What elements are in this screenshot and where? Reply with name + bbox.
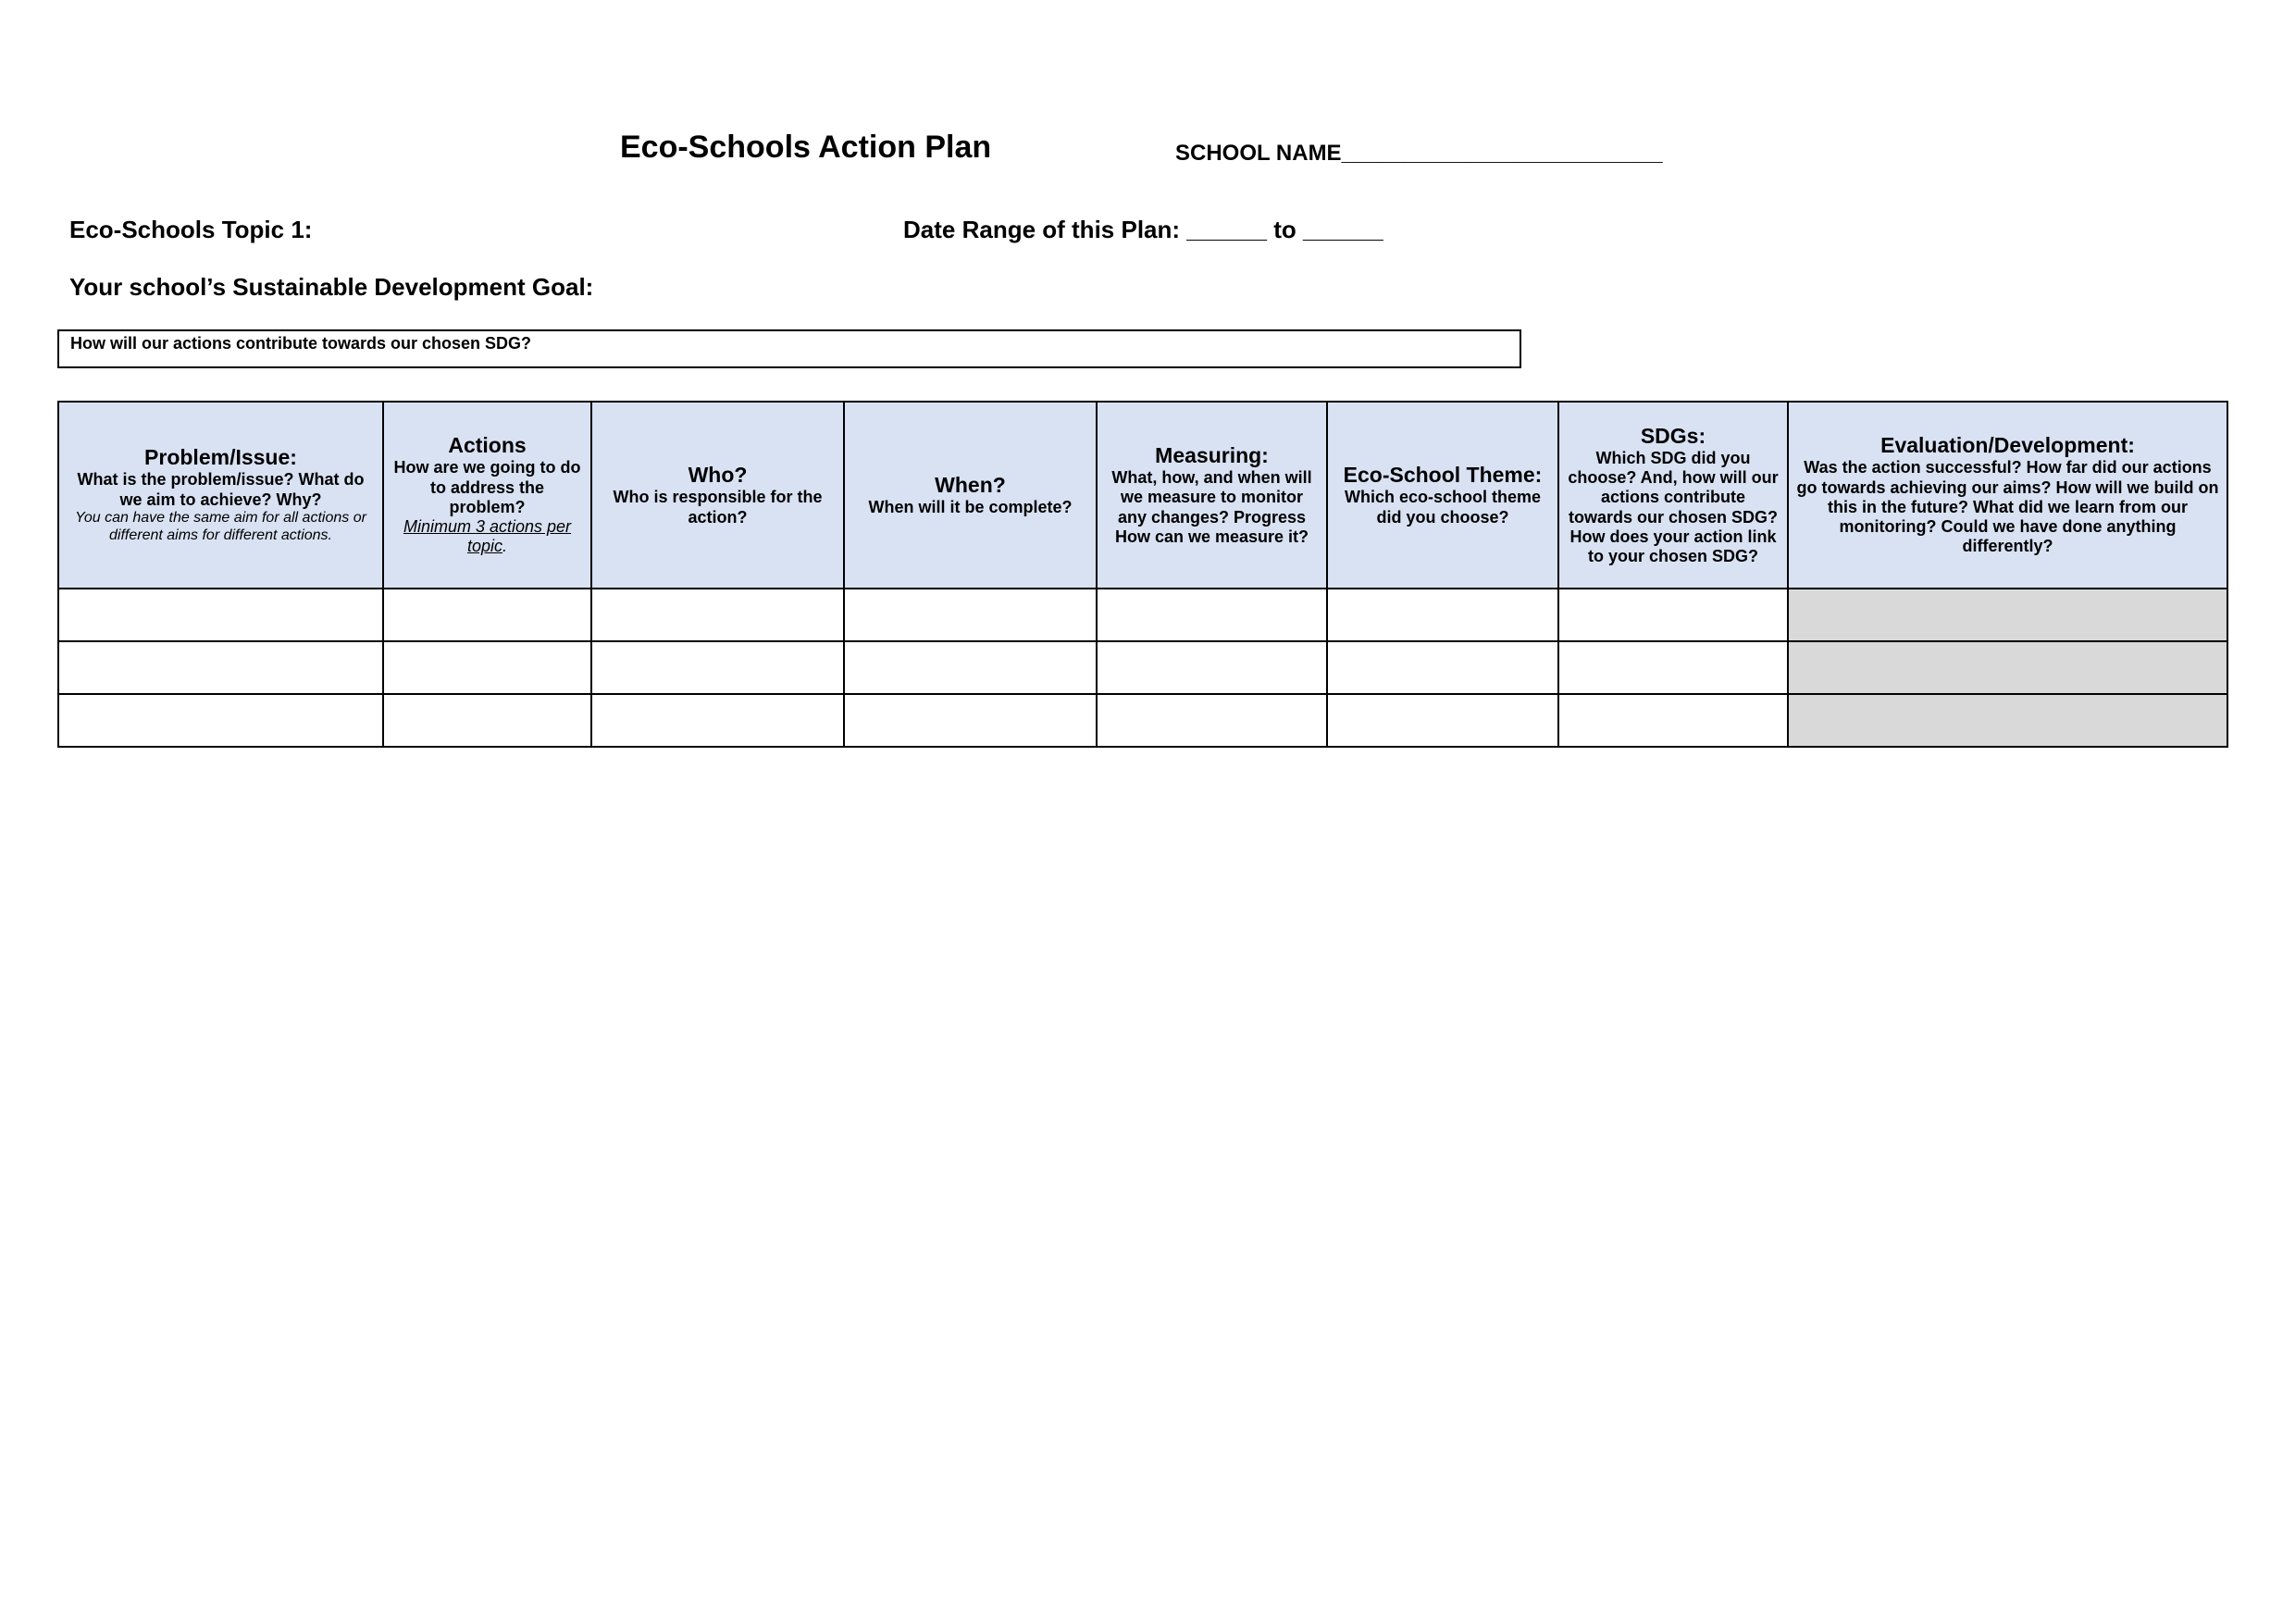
sdgs-cell[interactable]	[1558, 589, 1788, 641]
sdgs-cell[interactable]	[1558, 694, 1788, 747]
header-note	[391, 517, 583, 556]
who-cell[interactable]	[591, 641, 844, 694]
header-note: You can have the same aim for all actions or different aims for different actions.	[75, 509, 366, 543]
school-name-field: SCHOOL NAME__________________________	[1175, 141, 1663, 166]
when-cell[interactable]	[844, 694, 1097, 747]
header-when	[844, 402, 1097, 589]
evaluation-cell[interactable]	[1788, 589, 2227, 641]
who-cell[interactable]	[591, 694, 844, 747]
header-subtitle: When will it be complete?	[868, 497, 1073, 516]
when-cell[interactable]	[844, 641, 1097, 694]
actions-cell[interactable]	[383, 641, 591, 694]
actions-cell[interactable]	[383, 694, 591, 747]
sdg-contribution-box: How will our actions contribute towards our chosen SDG?	[57, 329, 1521, 368]
evaluation-cell[interactable]	[1788, 641, 2227, 694]
header-title: When?	[935, 472, 1006, 497]
action-plan-table	[57, 401, 2228, 748]
problem-issue-cell[interactable]	[58, 589, 383, 641]
header-who	[591, 402, 844, 589]
header-subtitle: How are we going to do to address the problem?	[393, 458, 581, 516]
header-subtitle: What is the problem/issue? What do we aim to achieve? Why?	[77, 470, 365, 509]
measuring-cell[interactable]	[1097, 641, 1327, 694]
header-subtitle: Was the action successful? How far did our actions go towards achieving our aims? How will we build on this in the future? What did we learn from our monitoring? Could we have done anything differently?	[1796, 458, 2219, 556]
eco-school-theme-cell[interactable]	[1327, 641, 1558, 694]
header-title: SDGs:	[1640, 423, 1706, 448]
header-title: Eco-School Theme:	[1343, 463, 1543, 488]
header-subtitle: Which eco-school theme did you choose?	[1344, 488, 1542, 527]
header-row	[58, 402, 2227, 589]
who-cell[interactable]	[591, 589, 844, 641]
evaluation-cell[interactable]	[1788, 694, 2227, 747]
header-subtitle: What, how, and when will we measure to monitor any changes? Progress How can we measure it?	[1111, 468, 1312, 546]
actions-cell[interactable]	[383, 589, 591, 641]
header-title: Problem/Issue:	[144, 445, 297, 470]
header-subtitle: Who is responsible for the action?	[613, 488, 823, 527]
when-cell[interactable]	[844, 589, 1097, 641]
eco-school-theme-cell[interactable]	[1327, 694, 1558, 747]
sdgs-cell[interactable]	[1558, 641, 1788, 694]
table-row	[58, 694, 2227, 747]
header-actions	[383, 402, 591, 589]
header-sdgs	[1558, 402, 1788, 589]
header-problem-issue	[58, 402, 383, 589]
header-evaluation-development	[1788, 402, 2227, 589]
table-row	[58, 641, 2227, 694]
header-note-underlined: Minimum 3 actions per topic	[403, 517, 572, 556]
measuring-cell[interactable]	[1097, 589, 1327, 641]
topic-label: Eco-Schools Topic 1:	[69, 216, 313, 243]
document-title: Eco-Schools Action Plan	[620, 130, 992, 165]
problem-issue-cell[interactable]	[58, 694, 383, 747]
header-note-suffix: .	[502, 537, 508, 556]
header-subtitle: Which SDG did you choose? And, how will our actions contribute towards our chosen SDG? How does your action link to your chosen SDG?	[1568, 448, 1779, 566]
table-row	[58, 589, 2227, 641]
header-title: Measuring:	[1155, 442, 1269, 467]
date-range-label: Date Range of this Plan: ______ to ______	[903, 216, 1383, 243]
measuring-cell[interactable]	[1097, 694, 1327, 747]
header-measuring	[1097, 402, 1327, 589]
problem-issue-cell[interactable]	[58, 641, 383, 694]
header-title: Who?	[688, 463, 748, 488]
header-title: Evaluation/Development:	[1880, 433, 2135, 458]
eco-school-theme-cell[interactable]	[1327, 589, 1558, 641]
header-eco-school-theme	[1327, 402, 1558, 589]
sdg-goal-label: Your school’s Sustainable Development Goal:	[69, 273, 594, 301]
header-title: Actions	[448, 433, 527, 458]
